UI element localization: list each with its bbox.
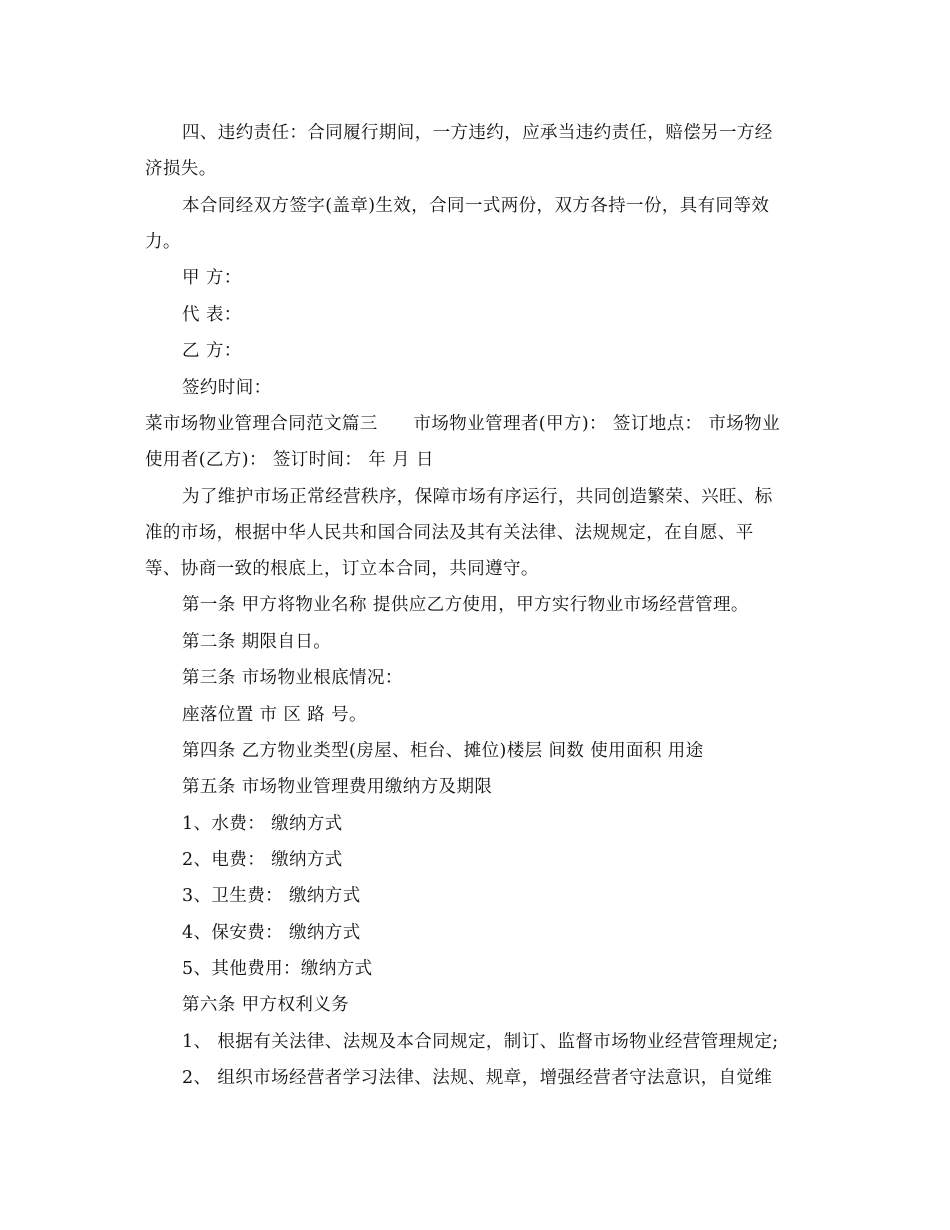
fee-item: 1、水费： 缴纳方式 [182,814,343,834]
text-line: 本合同经双方签字(盖章)生效，合同一式两份，双方各持一份，具有同等效 [182,196,770,216]
text-line: 座落位置 市 区 路 号。 [182,705,367,725]
article-5: 第五条 市场物业管理费用缴纳方及期限 [182,777,493,797]
article-6: 第六条 甲方权利义务 [182,995,350,1015]
text-line: 2、 组织市场经营者学习法律、法规、规章，增强经营者守法意识，自觉维 [182,1068,773,1088]
text-line: 力。 [145,232,181,252]
signature-date: 签约时间： [182,378,272,398]
article-4: 第四条 乙方物业类型(房屋、柜台、摊位)楼层 间数 使用面积 用途 [182,741,704,761]
text-line: 准的市场，根据中华人民共和国合同法及其有关法律、法规规定，在自愿、平 [145,523,754,543]
article-3: 第三条 市场物业根底情况： [182,668,403,688]
signature-party-b: 乙 方： [182,341,242,361]
text-line: 等、协商一致的根底上，订立本合同，共同遵守。 [145,559,539,579]
fee-item: 5、其他费用：缴纳方式 [182,959,373,979]
fee-item: 2、电费： 缴纳方式 [182,850,343,870]
signature-party-a: 甲 方： [182,268,242,288]
fee-item: 3、卫生费： 缴纳方式 [182,886,361,906]
text-line: 济损失。 [145,159,217,179]
article-1: 第一条 甲方将物业名称 提供应乙方使用，甲方实行物业市场经营管理。 [182,595,749,615]
article-2: 第二条 期限自日。 [182,632,332,652]
text-line: 使用者(乙方)： 签订时间： 年 月 日 [145,450,434,470]
text-line: 为了维护市场正常经营秩序，保障市场有序运行，共同创造繁荣、兴旺、标 [182,487,773,507]
signature-representative: 代 表： [182,305,242,325]
text-line: 1、 根据有关法律、法规及本合同规定，制订、监督市场物业经营管理规定; [182,1032,779,1052]
fee-item: 4、保安费： 缴纳方式 [182,923,361,943]
section-heading: 菜市场物业管理合同范文篇三 市场物业管理者(甲方)： 签订地点： 市场物业 [145,414,780,434]
text-line: 四、违约责任：合同履行期间，一方违约，应承当违约责任，赔偿另一方经 [182,123,773,143]
